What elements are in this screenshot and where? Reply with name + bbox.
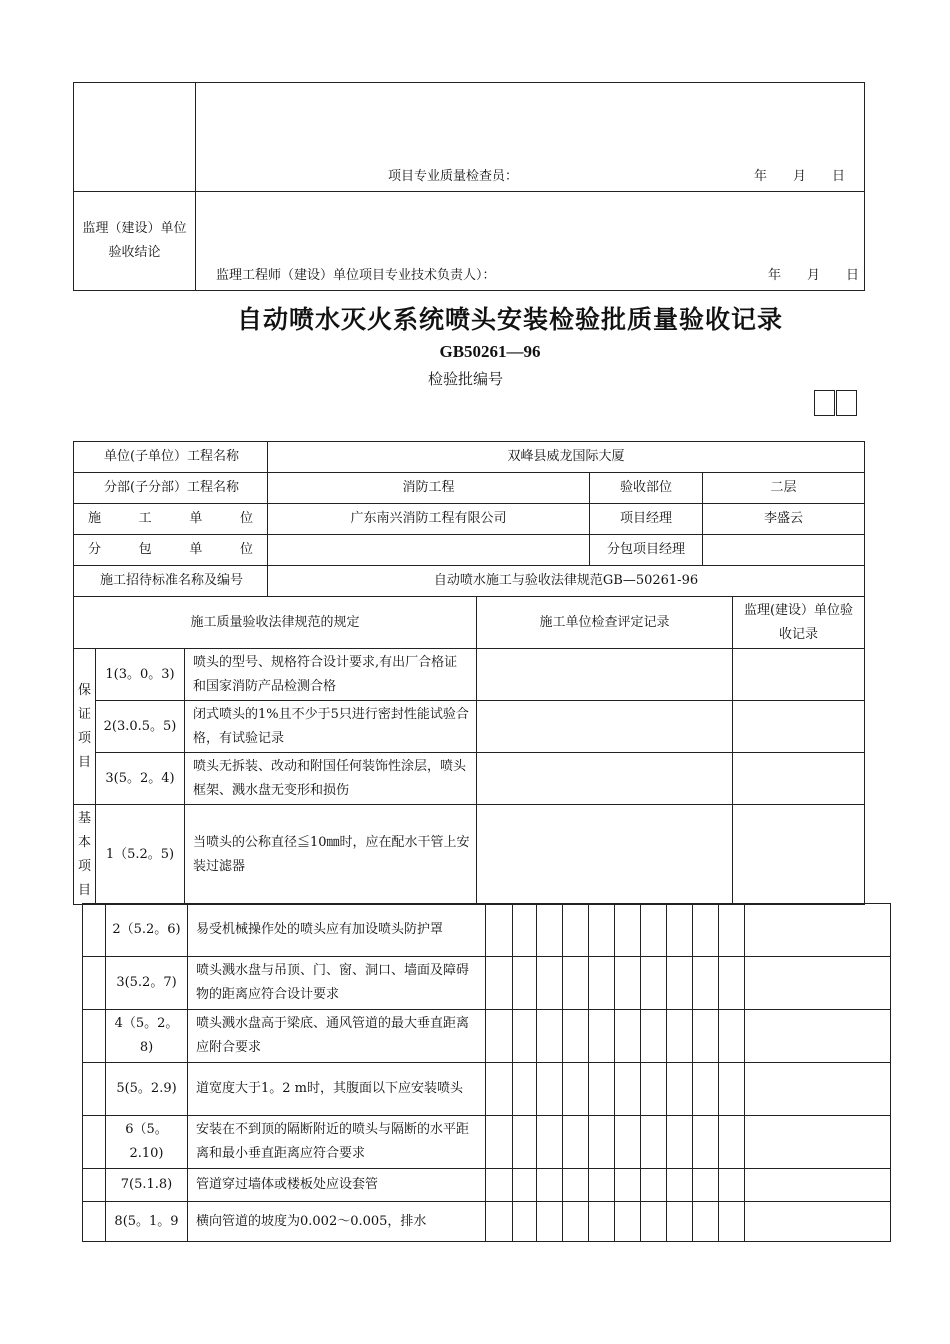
basic-item-4-code: 4（5。2。8) xyxy=(106,1010,188,1063)
guaranteed-item-1-check[interactable] xyxy=(477,649,733,701)
check-point-cell[interactable] xyxy=(513,957,537,1010)
check-point-cell[interactable] xyxy=(719,1202,745,1242)
check-point-cell[interactable] xyxy=(641,904,667,957)
basic-item-2-text: 易受机械操作处的喷头应有加设喷头防护罩 xyxy=(188,904,486,957)
inspector-sign-cell xyxy=(196,83,865,192)
check-point-cell[interactable] xyxy=(513,1063,537,1116)
guaranteed-item-3-check[interactable] xyxy=(477,753,733,805)
guaranteed-item-3-text: 喷头无拆装、改动和附国任何装饰性涂层，喷头框架、溅水盘无变形和损伤 xyxy=(185,753,477,805)
check-point-cell[interactable] xyxy=(589,1010,615,1063)
guaranteed-item-1-code: 1(3。0。3) xyxy=(96,649,185,701)
construction-unit-value: 广东南兴消防工程有限公司 xyxy=(268,504,590,535)
check-point-cell[interactable] xyxy=(513,1169,537,1202)
items-table xyxy=(73,596,865,905)
check-point-cell[interactable] xyxy=(615,904,641,957)
check-point-cell[interactable] xyxy=(563,904,589,957)
check-point-cell[interactable] xyxy=(641,1063,667,1116)
unit-project-label: 单位(子单位）工程名称 xyxy=(74,442,268,473)
check-point-cell[interactable] xyxy=(693,1202,719,1242)
check-point-cell[interactable] xyxy=(719,1063,745,1116)
batch-number-box-2[interactable] xyxy=(836,390,857,416)
guaranteed-item-1-supervision[interactable] xyxy=(733,649,865,701)
check-point-cell[interactable] xyxy=(486,957,513,1010)
basic-item-5-supervision[interactable] xyxy=(745,1063,891,1116)
basic-item-row xyxy=(83,1169,891,1202)
check-point-cell[interactable] xyxy=(486,904,513,957)
check-point-cell[interactable] xyxy=(589,1202,615,1242)
check-point-cell[interactable] xyxy=(563,957,589,1010)
basic-item-6-code: 6（5。2.10) xyxy=(106,1116,188,1169)
check-point-cell[interactable] xyxy=(641,1010,667,1063)
quality-inspector-label: 项目专业质量检查员： xyxy=(388,169,519,184)
check-point-cell[interactable] xyxy=(537,1010,563,1063)
check-point-cell[interactable] xyxy=(486,1202,513,1242)
check-point-cell[interactable] xyxy=(589,1169,615,1202)
project-info-table xyxy=(73,441,865,597)
check-point-cell[interactable] xyxy=(537,1063,563,1116)
check-point-cell[interactable] xyxy=(693,904,719,957)
top-signoff-table xyxy=(73,82,865,291)
subcontract-manager-label: 分包项目经理 xyxy=(590,535,703,566)
check-point-cell[interactable] xyxy=(537,904,563,957)
basic-item-blank-cell xyxy=(83,1202,106,1242)
check-point-cell[interactable] xyxy=(513,1202,537,1242)
check-point-cell[interactable] xyxy=(563,1169,589,1202)
batch-number-label: 检验批编号 xyxy=(428,370,504,388)
basic-item-2-supervision[interactable] xyxy=(745,904,891,957)
basic-item-8-code: 8(5。1。9 xyxy=(106,1202,188,1242)
project-manager-value: 李盛云 xyxy=(703,504,865,535)
basic-item-4-text: 喷头溅水盘高于梁底、通风管道的最大垂直距离应附合要求 xyxy=(188,1010,486,1063)
check-point-cell[interactable] xyxy=(693,957,719,1010)
construction-check-header: 施工单位检查评定记录 xyxy=(477,597,733,649)
acceptance-part-value: 二层 xyxy=(703,473,865,504)
basic-item-5-text: 道宽度大于1。2 m时，其腹面以下应安装喷头 xyxy=(188,1063,486,1116)
check-point-cell[interactable] xyxy=(563,1010,589,1063)
check-point-cell[interactable] xyxy=(667,1063,693,1116)
basic-item-1-text: 当喷头的公称直径≦10㎜时，应在配水干管上安装过滤器 xyxy=(185,805,477,905)
page-title: 自动喷水灭火系统喷头安装检验批质量验收记录 xyxy=(236,305,783,334)
check-point-cell[interactable] xyxy=(589,1063,615,1116)
subcontract-manager-value xyxy=(703,535,865,566)
check-point-cell[interactable] xyxy=(693,1169,719,1202)
check-point-cell[interactable] xyxy=(719,904,745,957)
guaranteed-item-3-code: 3(5。2。4) xyxy=(96,753,185,805)
check-point-cell[interactable] xyxy=(589,904,615,957)
check-point-cell[interactable] xyxy=(513,1116,537,1169)
subcontract-unit-value xyxy=(268,535,590,566)
check-point-cell[interactable] xyxy=(719,957,745,1010)
unit-project-value: 双峰县威龙国际大厦 xyxy=(268,442,865,473)
basic-item-row xyxy=(83,1010,891,1063)
check-point-cell[interactable] xyxy=(615,957,641,1010)
basic-item-6-supervision[interactable] xyxy=(745,1116,891,1169)
basic-item-row xyxy=(83,904,891,957)
basic-item-6-text: 安装在不到顶的隔断附近的喷头与隔断的水平距离和最小垂直距离应符合要求 xyxy=(188,1116,486,1169)
basic-item-blank-cell xyxy=(83,1169,106,1202)
supervisor-sign-cell xyxy=(196,192,865,291)
blank-label-cell xyxy=(74,83,196,192)
check-point-cell[interactable] xyxy=(513,1010,537,1063)
spec-column-header: 施工质量验收法律规范的规定 xyxy=(74,597,477,649)
check-point-cell[interactable] xyxy=(719,1010,745,1063)
supervision-record-header: 监理(建设）单位验收记录 xyxy=(733,597,865,649)
check-point-cell[interactable] xyxy=(615,1116,641,1169)
check-point-cell[interactable] xyxy=(486,1169,513,1202)
subcontract-unit-label: 分 包 单 位 xyxy=(74,535,268,566)
check-point-cell[interactable] xyxy=(641,1116,667,1169)
construction-unit-label: 施 工 单 位 xyxy=(74,504,268,535)
check-point-cell[interactable] xyxy=(589,957,615,1010)
check-point-cell[interactable] xyxy=(719,1169,745,1202)
basic-item-blank-cell xyxy=(83,1010,106,1063)
check-point-cell[interactable] xyxy=(667,1202,693,1242)
guaranteed-item-1-text: 喷头的型号、规格符合设计要求,有出厂合格证和国家消防产品检测合格 xyxy=(185,649,477,701)
check-point-cell[interactable] xyxy=(615,1063,641,1116)
basic-item-blank-cell xyxy=(83,1063,106,1116)
acceptance-part-label: 验收部位 xyxy=(590,473,703,504)
check-point-cell[interactable] xyxy=(537,1116,563,1169)
check-point-cell[interactable] xyxy=(537,1202,563,1242)
basic-item-2-code: 2（5.2。6) xyxy=(106,904,188,957)
check-point-cell[interactable] xyxy=(537,957,563,1010)
guaranteed-items-label-cell xyxy=(74,649,96,805)
guaranteed-item-2-supervision[interactable] xyxy=(733,701,865,753)
basic-item-8-supervision[interactable] xyxy=(745,1202,891,1242)
guaranteed-item-2-code: 2(3.0.5。5) xyxy=(96,701,185,753)
check-point-cell[interactable] xyxy=(667,1010,693,1063)
check-point-cell[interactable] xyxy=(667,1116,693,1169)
check-point-cell[interactable] xyxy=(693,1010,719,1063)
standard-value: 自动喷水施工与验收法律规范GB—50261-96 xyxy=(268,566,865,597)
basic-item-5-code: 5(5。2.9) xyxy=(106,1063,188,1116)
check-point-cell[interactable] xyxy=(486,1116,513,1169)
basic-item-row xyxy=(83,1202,891,1242)
check-point-cell[interactable] xyxy=(667,1169,693,1202)
basic-item-row xyxy=(83,957,891,1010)
check-point-cell[interactable] xyxy=(667,957,693,1010)
guaranteed-item-2-text: 闭式喷头的1%且不少于5只进行密封性能试验合格，有试验记录 xyxy=(185,701,477,753)
check-point-cell[interactable] xyxy=(486,1010,513,1063)
standard-label: 施工招待标准名称及编号 xyxy=(74,566,268,597)
supervision-conclusion-label: 监理（建设）单位验收结论 xyxy=(74,192,196,291)
guaranteed-items-label: 保证项目 xyxy=(77,682,91,770)
check-point-cell[interactable] xyxy=(641,1202,667,1242)
check-point-cell[interactable] xyxy=(719,1116,745,1169)
basic-item-1-code: 1（5.2。5) xyxy=(96,805,185,905)
check-point-cell[interactable] xyxy=(563,1202,589,1242)
basic-item-7-code: 7(5.1.8) xyxy=(106,1169,188,1202)
basic-item-blank-cell xyxy=(83,904,106,957)
basic-item-1-supervision[interactable] xyxy=(733,805,865,905)
check-point-cell[interactable] xyxy=(693,1116,719,1169)
basic-item-row xyxy=(83,1063,891,1116)
check-point-cell[interactable] xyxy=(641,1169,667,1202)
check-point-cell[interactable] xyxy=(589,1116,615,1169)
basic-item-3-supervision[interactable] xyxy=(745,957,891,1010)
check-point-cell[interactable] xyxy=(615,1202,641,1242)
basic-items-label: 基本项目 xyxy=(77,810,91,898)
basic-item-4-supervision[interactable] xyxy=(745,1010,891,1063)
basic-items-label-cell xyxy=(74,805,96,905)
sub-project-value: 消防工程 xyxy=(268,473,590,504)
basic-item-7-text: 管道穿过墙体或楼板处应设套管 xyxy=(188,1169,486,1202)
check-point-cell[interactable] xyxy=(615,1169,641,1202)
basic-item-blank-cell xyxy=(83,1116,106,1169)
check-point-cell[interactable] xyxy=(641,957,667,1010)
sub-project-label: 分部(子分部）工程名称 xyxy=(74,473,268,504)
check-point-cell[interactable] xyxy=(563,1116,589,1169)
check-point-cell[interactable] xyxy=(513,904,537,957)
basic-item-row xyxy=(83,1116,891,1169)
check-point-cell[interactable] xyxy=(563,1063,589,1116)
check-point-cell[interactable] xyxy=(615,1010,641,1063)
basic-item-3-code: 3(5.2。7) xyxy=(106,957,188,1010)
check-point-cell[interactable] xyxy=(693,1063,719,1116)
check-point-cell[interactable] xyxy=(486,1063,513,1116)
basic-item-blank-cell xyxy=(83,957,106,1010)
batch-number-box-1[interactable] xyxy=(814,390,835,416)
guaranteed-item-2-check[interactable] xyxy=(477,701,733,753)
basic-item-8-text: 横向管道的坡度为0.002～0.005，排水 xyxy=(188,1202,486,1242)
inspector-date-label: 年 月 日 xyxy=(754,169,846,184)
supervisor-sign-label: 监理工程师（建设）单位项目专业技术负责人）： xyxy=(216,268,496,283)
standard-code: GB50261—96 xyxy=(439,342,541,361)
project-manager-label: 项目经理 xyxy=(590,504,703,535)
check-point-cell[interactable] xyxy=(667,904,693,957)
check-point-cell[interactable] xyxy=(537,1169,563,1202)
basic-item-3-text: 喷头溅水盘与吊顶、门、窗、洞口、墙面及障碍物的距离应符合设计要求 xyxy=(188,957,486,1010)
basic-item-7-supervision[interactable] xyxy=(745,1169,891,1202)
guaranteed-item-3-supervision[interactable] xyxy=(733,753,865,805)
supervisor-date-label: 年 月 日 xyxy=(768,268,860,283)
basic-item-1-check[interactable] xyxy=(477,805,733,905)
basic-items-grid-table xyxy=(82,903,891,1242)
